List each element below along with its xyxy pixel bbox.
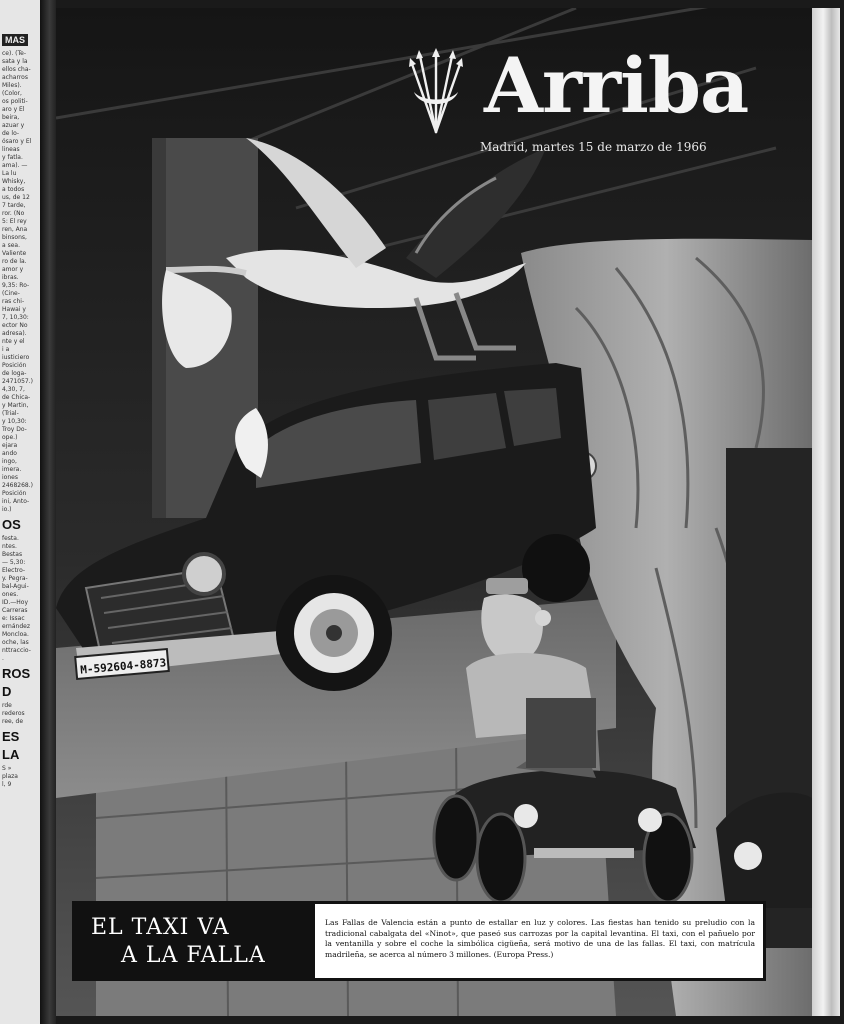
column-text-line: rederos — [2, 710, 25, 717]
caption-headline — [75, 904, 315, 978]
column-text-line: a todos — [2, 186, 25, 193]
rear-wheel — [522, 534, 590, 602]
column-text-line: us, de 12 — [2, 194, 30, 201]
column-heading-5: LA — [2, 747, 20, 762]
page-stack-edge — [812, 8, 840, 1016]
column-text-block-1 — [0, 50, 40, 514]
column-text-line: io.) — [2, 506, 12, 513]
column-text-line: binsons, — [2, 234, 27, 241]
adjacent-page-column — [0, 0, 41, 1024]
column-text-line: S » — [2, 765, 12, 772]
column-text-line: aro y El — [2, 106, 25, 113]
column-text-line: ellos cha- — [2, 66, 31, 73]
column-text-line: nte y el — [2, 338, 25, 345]
column-text-line: Posición — [2, 490, 27, 497]
column-text-line: ro de la. — [2, 258, 27, 265]
column-text-line: y 10,30: — [2, 418, 27, 425]
column-text-line: plaza — [2, 773, 18, 780]
column-text-line: ras chi- — [2, 298, 25, 305]
column-heading-3: D — [2, 684, 12, 699]
column-text-line: festa. — [2, 535, 19, 542]
column-text-line: y Martin, — [2, 402, 29, 409]
caption-headline-line-2: A LA FALLA — [121, 943, 266, 968]
column-text-line: ernández — [2, 623, 30, 630]
column-text-line: de lo- — [2, 130, 20, 137]
column-text-line: os politi- — [2, 98, 28, 105]
column-text-line: imera. — [2, 466, 22, 473]
column-text-line: ones. — [2, 591, 19, 598]
column-text-line: azuar y — [2, 122, 25, 129]
column-text-line: Posición — [2, 362, 27, 369]
column-text-line: i a — [2, 346, 10, 353]
masthead — [408, 36, 768, 176]
column-text-line: ope.) — [2, 434, 18, 441]
column-text-line: ama). — — [2, 162, 28, 169]
license-plate-text: M-592604-8873 — [79, 656, 167, 677]
column-text-line: Miles). — [2, 82, 22, 89]
masthead-dateline: Madrid, martes 15 de marzo de 1966 — [480, 140, 707, 154]
column-text-line: y. Pegra- — [2, 575, 28, 582]
column-text-line: ibras. — [2, 274, 19, 281]
column-text-line: ando — [2, 450, 17, 457]
column-heading-4: ES — [2, 729, 20, 744]
column-text-line: — 5,30: — [2, 559, 26, 566]
column-text-block-2 — [0, 535, 40, 663]
newspaper-page — [56, 8, 812, 1016]
column-text-line: 7 tarde, — [2, 202, 26, 209]
column-text-line: Moncloa. — [2, 631, 29, 638]
masthead-title: Arriba — [484, 41, 749, 130]
column-text-line: amor y — [2, 266, 24, 273]
column-text-line: bal-Agui- — [2, 583, 29, 590]
column-text-line: (Color, — [2, 90, 22, 97]
column-text-line: adresa). — [2, 330, 27, 337]
column-text-line: (Cine- — [2, 290, 20, 297]
column-text-line: lineas — [2, 146, 20, 153]
column-text-line: Electro- — [2, 567, 26, 574]
column-text-line: e: Issac — [2, 615, 25, 622]
column-text-line: sata y la — [2, 58, 28, 65]
column-heading-1: OS — [2, 517, 21, 532]
column-heading-2: ROS — [2, 666, 31, 681]
column-text-line: ree, de — [2, 718, 24, 725]
caption-box — [72, 901, 766, 981]
column-text-line: 5: El rey — [2, 218, 27, 225]
column-text-line: nttraccio- — [2, 647, 31, 654]
column-text-line: 7, 10,30: — [2, 314, 29, 321]
column-text-line: Bestas — [2, 551, 23, 558]
column-text-line: oche, las — [2, 639, 29, 646]
column-text-line: 4,30, 7, — [2, 386, 25, 393]
column-text-line: Carreras — [2, 607, 28, 614]
column-text-line: ingo, — [2, 458, 17, 465]
column-text-line: ósaro y El — [2, 138, 32, 145]
column-text-line: ren, Ana — [2, 226, 28, 233]
column-text-line: y fatla. — [2, 154, 23, 161]
column-text-block-3 — [0, 702, 40, 726]
column-text-line: de loga- — [2, 370, 27, 377]
column-text-line: a sea. — [2, 242, 20, 249]
column-text-line: Valiente — [2, 250, 27, 257]
column-text-line: ror. (No — [2, 210, 25, 217]
yoke-and-arrows-emblem — [408, 48, 464, 134]
column-text-line: ID.—Hoy — [2, 599, 29, 606]
column-text-line: ini, Anto- — [2, 498, 30, 505]
column-text-line: rde — [2, 702, 12, 709]
caption-headline-line-1: EL TAXI VA — [91, 915, 230, 940]
column-text-line: Hawai y — [2, 306, 26, 313]
column-text-line: (Trial- — [2, 410, 19, 417]
column-text-block-4 — [0, 765, 40, 789]
book-gutter — [40, 0, 56, 1024]
column-text-line: La lu — [2, 170, 17, 177]
column-text-line: acharros — [2, 74, 28, 81]
column-text-line: beira, — [2, 114, 20, 121]
column-text-line: ejara — [2, 442, 18, 449]
column-text-line: ector No — [2, 322, 28, 329]
column-text-line: ce). (Te- — [2, 50, 26, 57]
column-text-line: 2468268.) — [2, 482, 33, 489]
section-tag: MAS — [2, 34, 28, 46]
column-text-line: l, 9 — [2, 781, 12, 788]
caption-body-text: Las Fallas de Valencia están a punto de estallar en luz y colores. Las fiestas han tenido su preludio con la tradicional cabalgata del «Ninot», que paseó sus carrozas por la capital levantina. El taxi, con el pañuelo por la ventanilla y sobre el coche la simbólica cigüeña, será motivo de una de las fallas. El taxi, con matrícula madrileña, se acerca al número 3 millones. (Europa Press.) — [325, 918, 755, 959]
column-text-line: 9,35: Ro- — [2, 282, 30, 289]
column-text-line: Troy Do- — [2, 426, 27, 433]
column-text-line: Whisky, — [2, 178, 26, 185]
column-text-line: iusticiero — [2, 354, 30, 361]
column-text-line: 2471057.) — [2, 378, 33, 385]
column-text-line: iones — [2, 474, 18, 481]
column-text-line: ntes. — [2, 543, 17, 550]
column-text-line: de Chica- — [2, 394, 31, 401]
column-text-line: . — [2, 655, 4, 662]
